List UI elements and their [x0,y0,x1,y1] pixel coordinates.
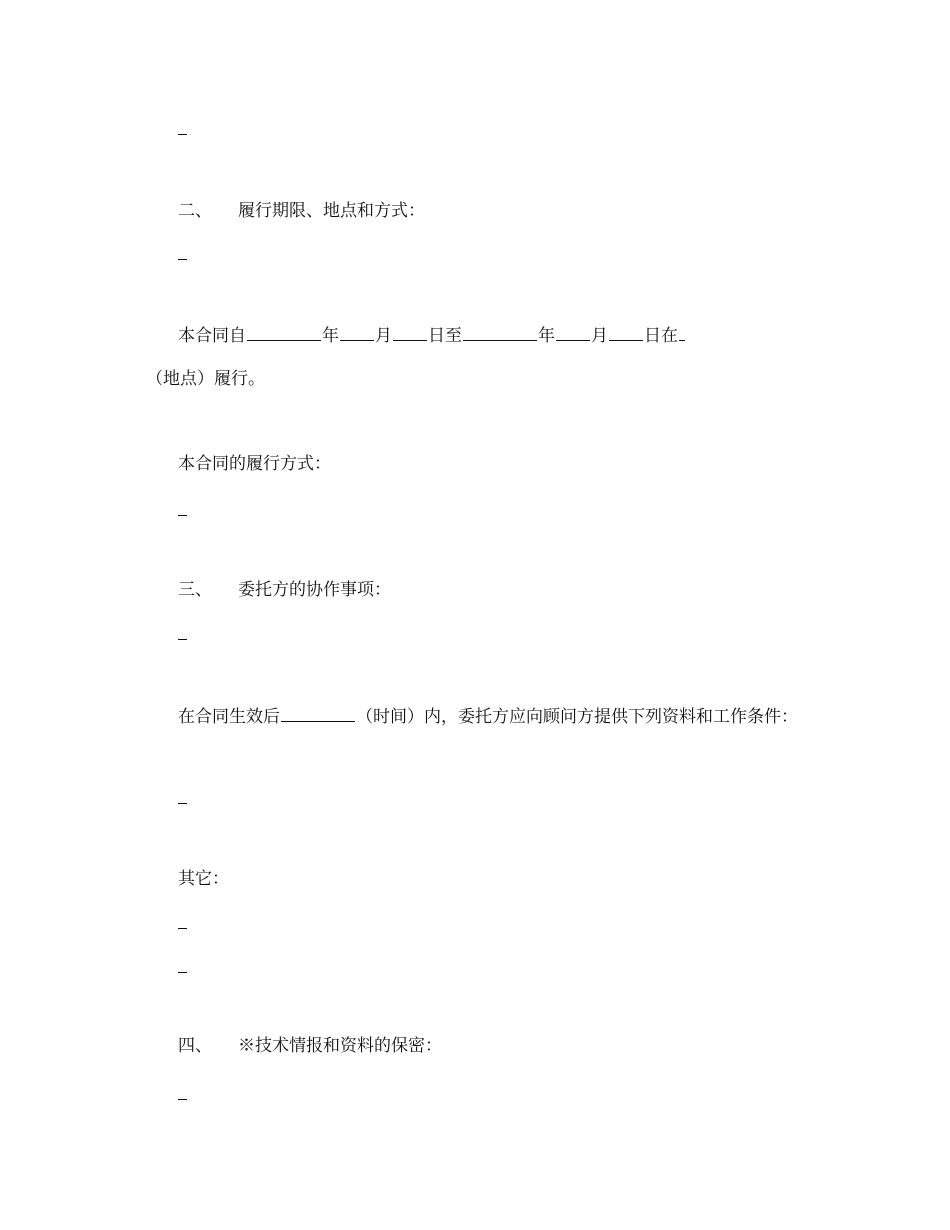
place-blank [679,324,685,341]
section-title: 履行期限、地点和方式： [238,201,425,221]
end-month-blank [556,324,590,341]
section-number: 四、 [178,1036,212,1056]
cooperation-clause [178,705,798,728]
blank-placeholder [178,803,187,804]
other-label: 其它： [178,869,229,889]
section-heading-2 [178,200,425,222]
time-blank [281,705,355,722]
clause-text: 月 [375,326,392,346]
start-day-blank [393,324,427,341]
blank-placeholder [178,515,187,516]
clause-text: 日在 [644,326,678,346]
section-number: 三、 [178,580,212,600]
clause-text: 年 [538,326,555,346]
performance-period-clause [178,324,686,347]
end-day-blank [609,324,643,341]
blank-placeholder [178,639,187,640]
clause-text: 年 [322,326,339,346]
section-heading-4 [178,1035,442,1057]
performance-method-label: 本合同的履行方式： [178,454,331,474]
blank-placeholder [178,259,187,260]
blank-placeholder [178,1099,187,1100]
blank-placeholder [178,928,187,929]
start-month-blank [340,324,374,341]
section-heading-3 [178,579,391,601]
clause-text: 本合同自 [178,326,246,346]
blank-placeholder [178,134,187,135]
start-year-blank [247,324,321,341]
section-number: 二、 [178,201,212,221]
blank-placeholder [178,972,187,973]
section-title: 委托方的协作事项： [238,580,391,600]
clause-text: 日至 [428,326,462,346]
clause-text: （时间）内，委托方应向顾问方提供下列资料和工作条件： [356,707,798,727]
section-title: ※技术情报和资料的保密： [238,1036,442,1056]
clause-text: 在合同生效后 [178,707,280,727]
clause-text: 月 [591,326,608,346]
end-year-blank [463,324,537,341]
performance-place-line: （地点）履行。 [146,369,265,389]
